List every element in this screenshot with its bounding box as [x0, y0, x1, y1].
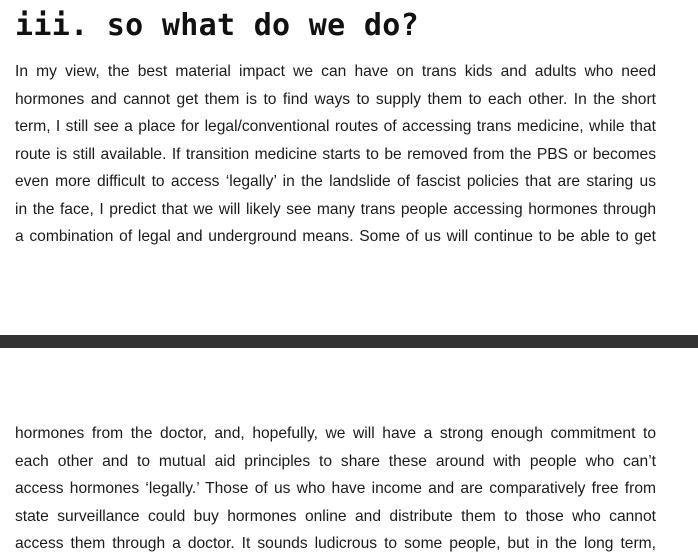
text-line: route is still available. If transition medicine starts to be removed from the PBS or becomes	[15, 145, 656, 163]
section-heading: iii. so what do we do?	[15, 8, 419, 43]
text-line: access hormones ‘legally.’ Those of us who have income and are comparatively free from	[15, 480, 656, 497]
document-page-bottom	[0, 348, 698, 555]
text-line: even more difficult to access ‘legally’ in the landslide of fascist policies that are staring us	[15, 173, 656, 190]
body-paragraph-top	[15, 58, 656, 251]
text-line: a combination of legal and underground means. Some of us will continue to be able to get	[15, 228, 656, 245]
text-line: term, I still see a place for legal/conventional routes of accessing trans medicine, while that	[15, 118, 656, 135]
body-paragraph-bottom	[15, 420, 656, 555]
text-line: access them through a doctor. It sounds ludicrous to some people, but in the long term,	[15, 535, 656, 552]
page-break-divider	[0, 335, 698, 348]
text-line: state surveillance could buy hormones online and distribute them to those who cannot	[15, 507, 656, 525]
text-line: in the face, I predict that we will likely see many trans people accessing hormones through	[15, 200, 656, 218]
text-line: hormones from the doctor, and, hopefully, we will have a strong enough commitment to	[15, 425, 656, 442]
text-line: hormones and cannot get them is to find ways to supply them to each other. In the short	[15, 90, 656, 108]
text-line: each other and to mutual aid principles to share these around with people who can’t	[15, 452, 656, 470]
text-line: In my view, the best material impact we can have on trans kids and adults who need	[15, 63, 656, 80]
